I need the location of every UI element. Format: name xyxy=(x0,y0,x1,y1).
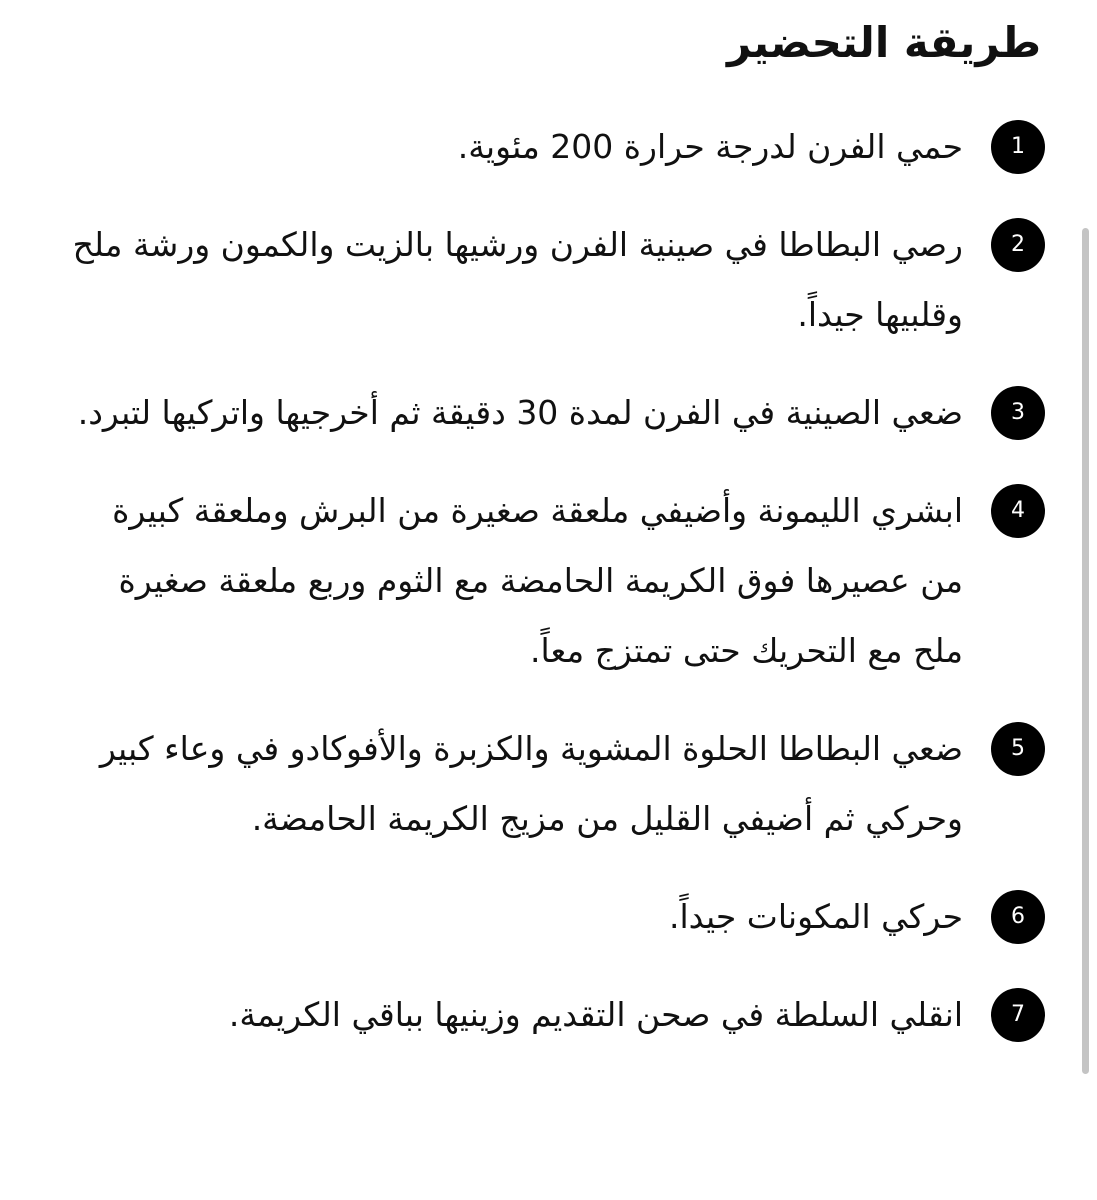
step-item xyxy=(45,210,1045,350)
step-item xyxy=(45,476,1045,686)
step-number-badge: 2 xyxy=(991,218,1045,272)
step-number-badge: 3 xyxy=(991,386,1045,440)
step-number-badge: 5 xyxy=(991,722,1045,776)
page-title: طريقة التحضير xyxy=(726,18,1041,67)
step-number-badge: 7 xyxy=(991,988,1045,1042)
step-number-badge: 6 xyxy=(991,890,1045,944)
step-text: ضعي الصينية في الفرن لمدة 30 دقيقة ثم أخرجيها واتركيها لتبرد. xyxy=(77,393,963,432)
step-text: حركي المكونات جيداً. xyxy=(668,897,963,936)
step-text: ضعي البطاطا الحلوة المشوية والكزبرة والأفوكادو في وعاء كبير وحركي ثم أضيفي القليل من مزيج الكريمة الحامضة. xyxy=(99,729,963,838)
scrollbar-thumb[interactable] xyxy=(1082,228,1089,1074)
step-text: حمي الفرن لدرجة حرارة 200 مئوية. xyxy=(457,127,963,166)
step-text: انقلي السلطة في صحن التقديم وزينيها بباقي الكريمة. xyxy=(228,995,963,1034)
step-number-badge: 1 xyxy=(991,120,1045,174)
step-item xyxy=(45,378,1045,448)
step-item xyxy=(45,882,1045,952)
step-number-badge: 4 xyxy=(991,484,1045,538)
steps-list xyxy=(45,112,1045,1078)
step-item xyxy=(45,112,1045,182)
step-item xyxy=(45,714,1045,854)
step-item xyxy=(45,980,1045,1050)
step-text: رصي البطاطا في صينية الفرن ورشيها بالزيت والكمون ورشة ملح وقلبيها جيداً. xyxy=(72,225,963,334)
step-text: ابشري الليمونة وأضيفي ملعقة صغيرة من البرش وملعقة كبيرة من عصيرها فوق الكريمة الحامضة مع الثوم وربع ملعقة صغيرة ملح مع التحريك حتى تمتزج معاً. xyxy=(112,491,963,670)
scrollbar[interactable] xyxy=(1082,228,1089,1074)
